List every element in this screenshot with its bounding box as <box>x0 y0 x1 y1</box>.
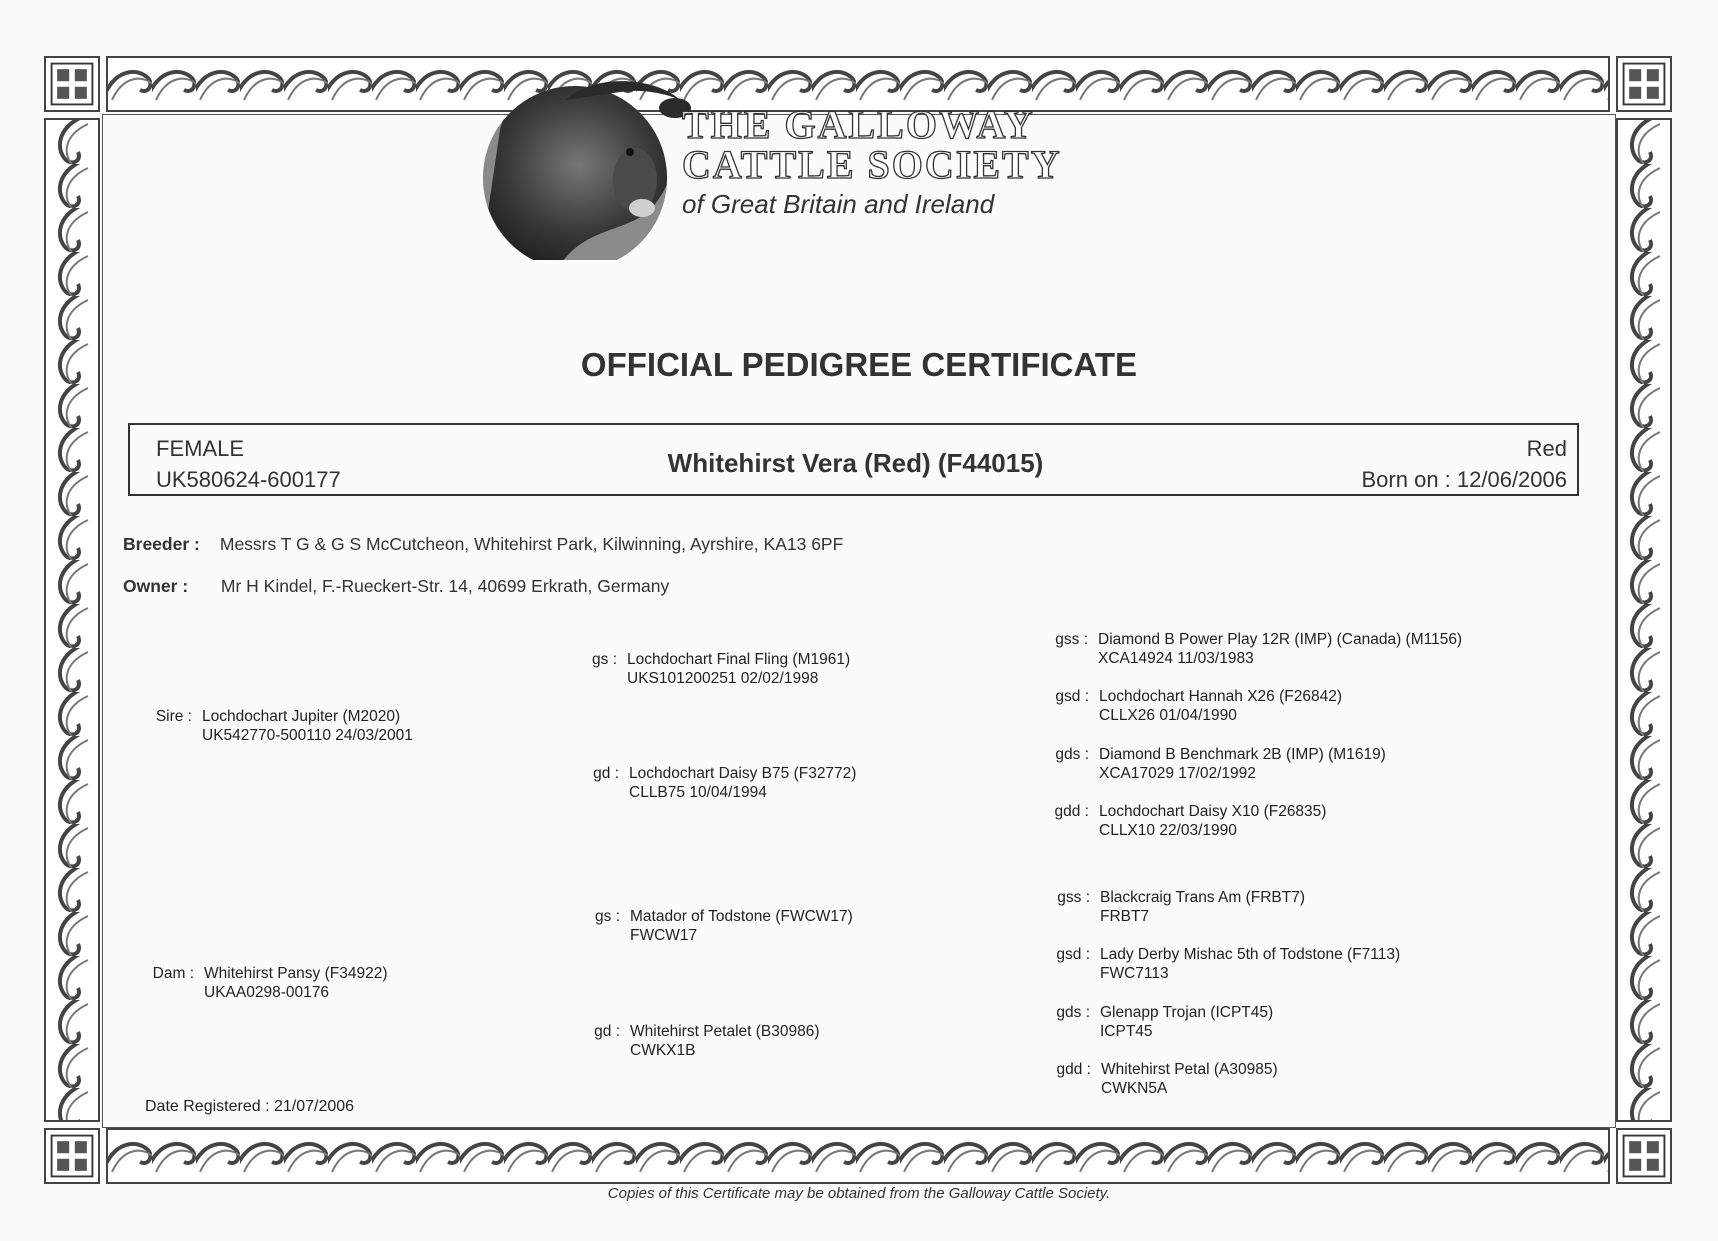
pedigree-sire-gss <box>1055 630 1463 668</box>
corner-ornament <box>44 1128 100 1184</box>
pedigree-role: gds : <box>1055 746 1089 763</box>
pedigree-name: Matador of Todstone (FWCW17) <box>630 908 853 925</box>
pedigree-name: Lochdochart Jupiter (M2020) <box>202 708 401 725</box>
animal-tag: UK580624-600177 <box>156 467 341 492</box>
pedigree-dam-gs <box>595 907 853 945</box>
corner-ornament <box>1616 1128 1672 1184</box>
pedigree-name: Glenapp Trojan (ICPT45) <box>1100 1004 1274 1021</box>
pedigree-role: gss : <box>1055 631 1088 648</box>
pedigree-dam-gds <box>1056 1003 1274 1041</box>
pedigree-sire-gsd <box>1055 687 1342 725</box>
date-registered: Date Registered : 21/07/2006 <box>145 1098 355 1115</box>
pedigree-role: gsd : <box>1055 688 1089 705</box>
pedigree-detail: CWKN5A <box>1101 1080 1168 1097</box>
pedigree-role: gd : <box>593 765 619 782</box>
pedigree-detail: FWC7113 <box>1100 965 1169 982</box>
pedigree-role: gds : <box>1056 1004 1090 1021</box>
animal-colour: Red <box>1526 436 1567 461</box>
certificate-border <box>44 56 1672 1184</box>
footer-note: Copies of this Certificate may be obtained from the Galloway Cattle Society. <box>607 1185 1111 1202</box>
society-name-line2: CATTLE SOCIETY <box>682 142 1062 187</box>
pedigree-detail: XCA14924 11/03/1983 <box>1098 650 1254 667</box>
pedigree-sire-gds <box>1055 745 1386 783</box>
breeder-row <box>123 534 843 555</box>
animal-name: Whitehirst Vera (Red) (F44015) <box>667 448 1044 478</box>
pedigree-detail: XCA17029 17/02/1992 <box>1099 765 1256 782</box>
corner-ornament <box>1616 56 1672 112</box>
pedigree-dam-gss <box>1057 888 1305 926</box>
owner-label: Owner : <box>123 576 189 596</box>
animal-born: Born on : 12/06/2006 <box>1361 467 1567 492</box>
pedigree-name: Whitehirst Petalet (B30986) <box>630 1023 820 1040</box>
pedigree-sire <box>155 707 413 745</box>
pedigree-name: Lochdochart Hannah X26 (F26842) <box>1099 688 1342 705</box>
pedigree-sire-gd <box>593 764 857 802</box>
pedigree-role: Dam : <box>152 965 194 982</box>
pedigree-detail: CLLB75 10/04/1994 <box>629 784 767 801</box>
society-subtitle: of Great Britain and Ireland <box>682 189 995 219</box>
corner-ornament <box>44 56 100 112</box>
pedigree-sire-gdd <box>1054 802 1327 840</box>
rope-border-bottom <box>106 1128 1610 1184</box>
rope-border-left <box>44 118 100 1122</box>
breeder-label: Breeder : <box>123 534 200 554</box>
pedigree-name: Diamond B Power Play 12R (IMP) (Canada) (M1156) <box>1098 631 1463 648</box>
pedigree-name: Whitehirst Pansy (F34922) <box>204 965 388 982</box>
rope-border-right <box>1616 118 1672 1122</box>
owner-row <box>123 576 669 597</box>
animal-identity-box <box>128 423 1579 496</box>
pedigree-detail: UKAA0298-00176 <box>204 984 329 1001</box>
pedigree-detail: UKS101200251 02/02/1998 <box>627 670 819 687</box>
pedigree-detail: ICPT45 <box>1100 1023 1153 1040</box>
pedigree-role: gdd : <box>1054 803 1089 820</box>
pedigree-name: Blackcraig Trans Am (FRBT7) <box>1100 889 1305 906</box>
pedigree-dam-gdd <box>1056 1060 1278 1098</box>
certificate-title: OFFICIAL PEDIGREE CERTIFICATE <box>580 346 1138 383</box>
pedigree-dam <box>152 964 388 1002</box>
pedigree-role: gs : <box>592 651 617 668</box>
society-name <box>682 102 1062 220</box>
pedigree-role: gsd : <box>1056 946 1090 963</box>
pedigree-name: Whitehirst Petal (A30985) <box>1101 1061 1278 1078</box>
pedigree-role: gd : <box>594 1023 620 1040</box>
pedigree-detail: CLLX26 01/04/1990 <box>1099 707 1237 724</box>
pedigree-role: gss : <box>1057 889 1090 906</box>
pedigree-name: Lochdochart Final Fling (M1961) <box>627 651 851 668</box>
pedigree-name: Lady Derby Mishac 5th of Todstone (F7113) <box>1100 946 1401 963</box>
pedigree-detail: FWCW17 <box>630 927 698 944</box>
pedigree-sire-gs <box>592 650 851 688</box>
society-name-line1: THE GALLOWAY <box>682 102 1035 147</box>
pedigree-detail: UK542770-500110 24/03/2001 <box>202 727 413 744</box>
pedigree-role: gdd : <box>1056 1061 1091 1078</box>
owner-value: Mr H Kindel, F.-Rueckert-Str. 14, 40699 Erkrath, Germany <box>220 576 670 596</box>
pedigree-dam-gsd <box>1056 945 1401 983</box>
animal-sex: FEMALE <box>156 436 245 461</box>
breeder-value: Messrs T G & G S McCutcheon, Whitehirst Park, Kilwinning, Ayrshire, KA13 6PF <box>219 534 844 554</box>
pedigree-name: Lochdochart Daisy B75 (F32772) <box>629 765 857 782</box>
pedigree-detail: FRBT7 <box>1100 908 1150 925</box>
pedigree-name: Diamond B Benchmark 2B (IMP) (M1619) <box>1099 746 1386 763</box>
pedigree-detail: CWKX1B <box>630 1042 696 1059</box>
pedigree-detail: CLLX10 22/03/1990 <box>1099 822 1237 839</box>
pedigree-dam-gd <box>594 1022 820 1060</box>
pedigree-role: gs : <box>595 908 620 925</box>
pedigree-role: Sire : <box>155 708 192 725</box>
pedigree-name: Lochdochart Daisy X10 (F26835) <box>1099 803 1327 820</box>
